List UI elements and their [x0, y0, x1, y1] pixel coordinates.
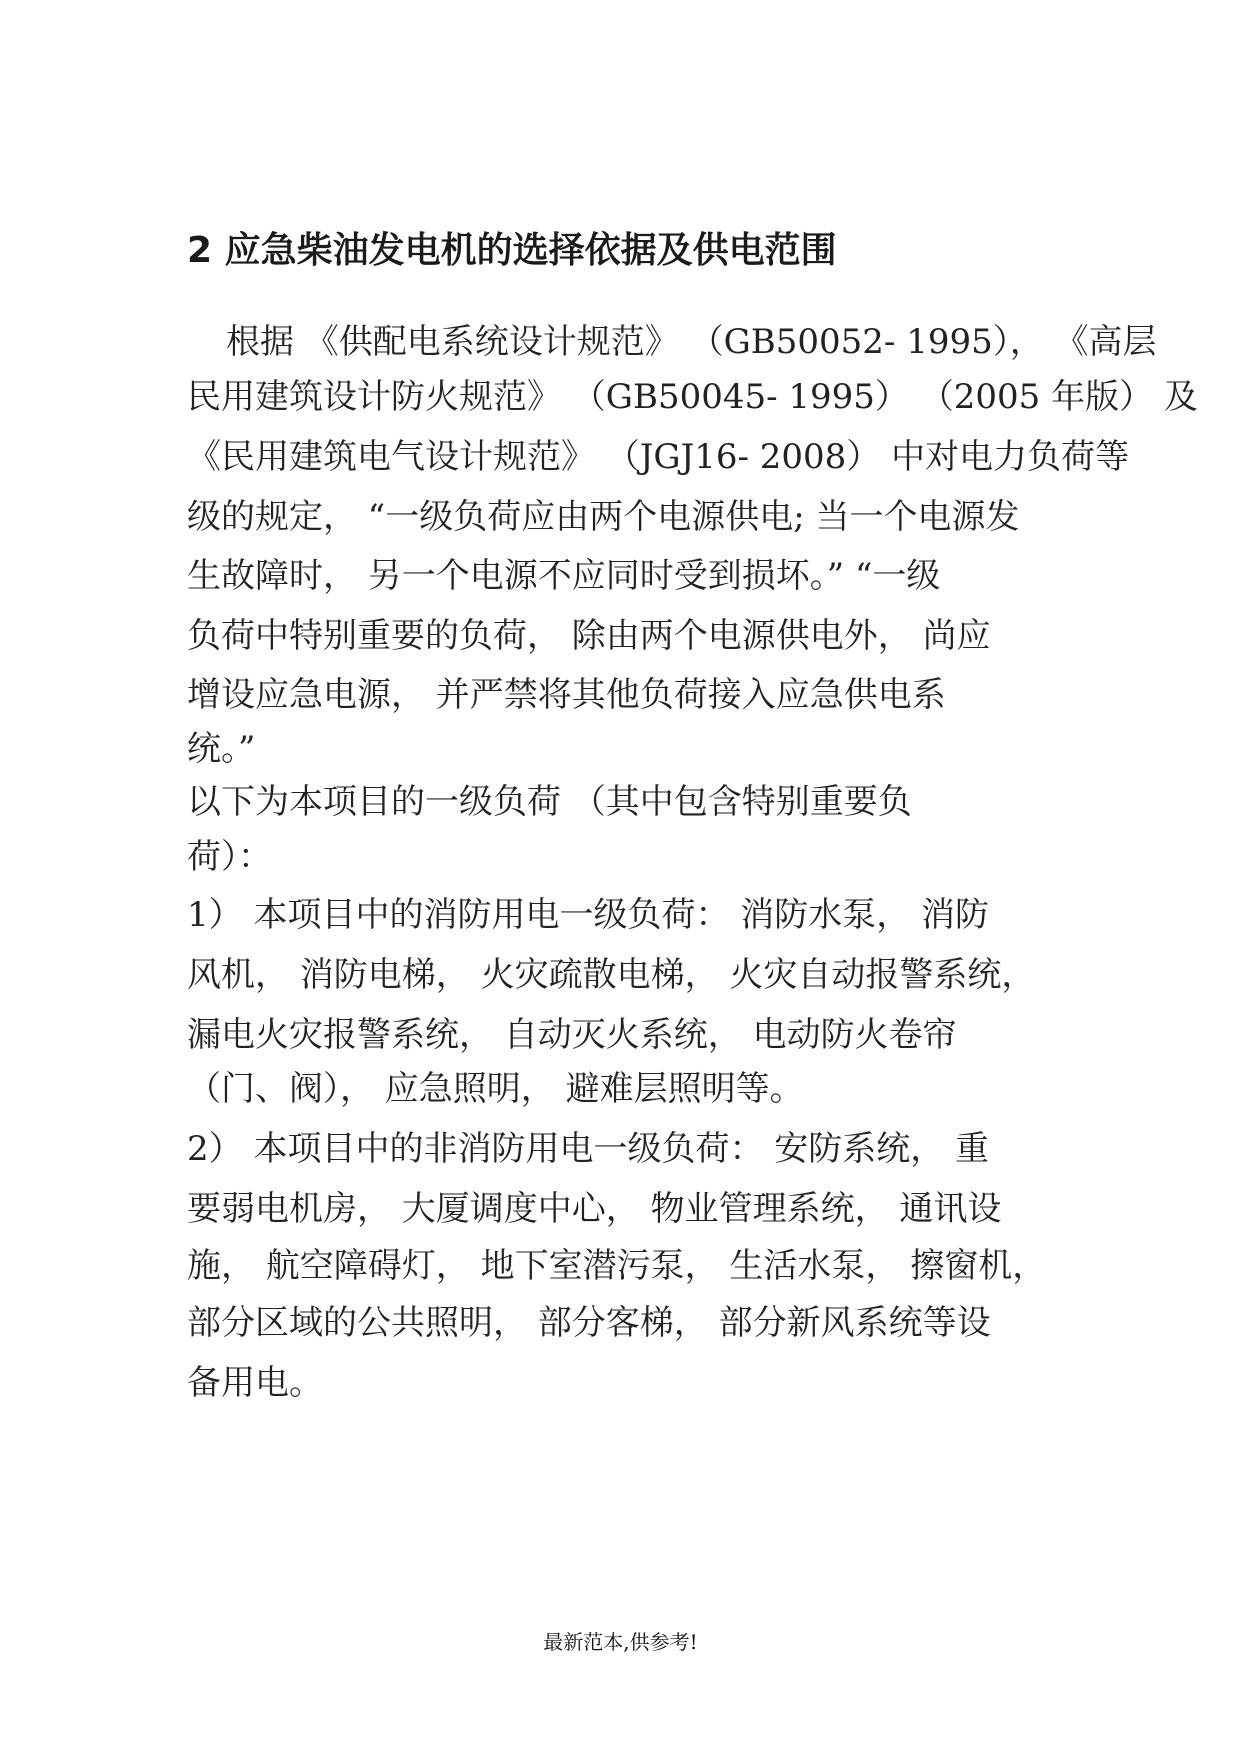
body-line-18: 部分区域的公共照明， 部分客梯， 部分新风系统等设: [187, 1303, 991, 1343]
body-line-15: 2） 本项目中的非消防用电一级负荷： 安防系统， 重: [187, 1129, 990, 1169]
body-line-14: （门、阀）， 应急照明， 避难层照明等。: [187, 1069, 804, 1109]
body-line-4: 级的规定， “一级负荷应由两个电源供电; 当一个电源发: [187, 497, 1020, 537]
body-line-6: 负荷中特别重要的负荷， 除由两个电源供电外， 尚应: [187, 616, 991, 656]
body-line-8: 统。”: [187, 729, 256, 769]
body-line-13: 漏电火灾报警系统， 自动灭火系统， 电动防火卷帘: [187, 1015, 957, 1055]
body-line-10: 荷）：: [187, 837, 272, 877]
body-line-11: 1） 本项目中的消防用电一级负荷： 消防水泵， 消防: [187, 895, 990, 935]
body-line-1: 根据 《供配电系统设计规范》 （GB50052- 1995）， 《高层: [226, 322, 1157, 362]
body-line-19: 备用电。: [187, 1363, 323, 1403]
body-line-5: 生故障时， 另一个电源不应同时受到损坏。” “一级: [187, 556, 941, 596]
body-line-16: 要弱电机房， 大厦调度中心， 物业管理系统， 通讯设: [187, 1189, 1002, 1229]
body-line-12: 风机， 消防电梯， 火灾疏散电梯， 火灾自动报警系统，: [187, 955, 1036, 995]
body-line-7: 增设应急电源， 并严禁将其他负荷接入应急供电系: [187, 675, 946, 715]
section-heading: 2 应急柴油发电机的选择依据及供电范围: [187, 230, 837, 271]
body-line-3: 《民用建筑电气设计规范》 （JGJ16- 2008） 中对电力负荷等: [187, 437, 1130, 477]
page-footer-note: 最新范本,供参考!: [543, 1630, 698, 1654]
body-line-2: 民用建筑设计防火规范》 （GB50045- 1995） （2005 年版） 及: [187, 377, 1198, 417]
body-line-9: 以下为本项目的一级负荷 （其中包含特别重要负: [187, 782, 912, 822]
body-line-17: 施， 航空障碍灯， 地下室潜污泵， 生活水泵， 擦窗机，: [187, 1246, 1047, 1286]
